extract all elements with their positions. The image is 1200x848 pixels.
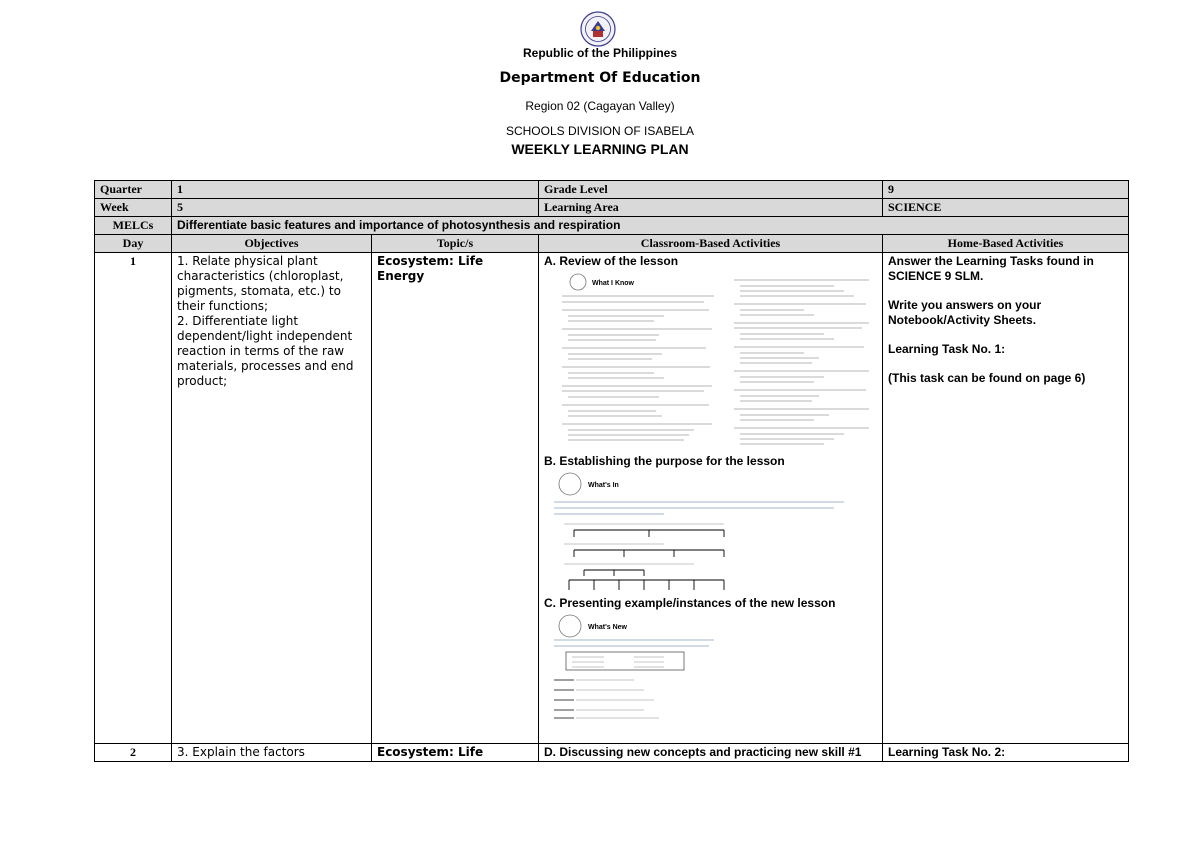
activity-c-title: C. Presenting example/instances of the new lesson xyxy=(544,596,836,610)
what-i-know-thumbnail xyxy=(544,272,877,450)
col-day: Day xyxy=(95,235,172,253)
deped-seal-logo xyxy=(580,11,616,47)
activity-a-title: A. Review of the lesson xyxy=(544,254,679,268)
home-instruction-2: Write you answers on your Notebook/Activity Sheets. xyxy=(888,298,1042,327)
learning-task-2: Learning Task No. 2: xyxy=(883,744,1129,762)
melcs-value: Differentiate basic features and importance of photosynthesis and respiration xyxy=(172,217,1129,235)
activity-d-title: D. Discussing new concepts and practicing new skill #1 xyxy=(539,744,883,762)
day-row xyxy=(95,253,1129,744)
week-label: Week xyxy=(95,199,172,217)
weekly-plan-table xyxy=(94,180,1129,762)
quarter-value: 1 xyxy=(172,181,539,199)
topic-text: Ecosystem: Life xyxy=(372,744,539,762)
quarter-label: Quarter xyxy=(95,181,172,199)
grade-value: 9 xyxy=(883,181,1129,199)
activity-b-title: B. Establishing the purpose for the lesson xyxy=(544,454,785,468)
learning-task-1: Learning Task No. 1: xyxy=(888,342,1006,356)
whats-in-thumbnail xyxy=(544,472,877,592)
republic-heading: Republic of the Philippines xyxy=(522,46,677,60)
classroom-activities xyxy=(539,253,883,744)
day-number: 1 xyxy=(95,253,172,744)
objectives-text: 1. Relate physical plant characteristics (chloroplast, pigments, stomata, etc.) to their functions; 2. Differentiate light dependent/light independent reaction in terms of the raw materials, processes and end product; xyxy=(172,253,372,744)
grade-label: Grade Level xyxy=(539,181,883,199)
thumb-b-title: What's In xyxy=(588,482,619,489)
quarter-row xyxy=(95,181,1129,199)
col-home: Home-Based Activities xyxy=(883,235,1129,253)
col-topics: Topic/s xyxy=(372,235,539,253)
week-value: 5 xyxy=(172,199,539,217)
area-value: SCIENCE xyxy=(883,199,1129,217)
thumb-a-title: What I Know xyxy=(592,280,634,287)
home-activities xyxy=(883,253,1129,744)
thumb-c-title: What's New xyxy=(588,624,628,631)
melcs-row xyxy=(95,217,1129,235)
whats-new-thumbnail xyxy=(544,614,877,726)
region-heading: Region 02 (Cagayan Valley) xyxy=(525,99,675,113)
day-row xyxy=(95,744,1129,762)
area-label: Learning Area xyxy=(539,199,883,217)
plan-title: WEEKLY LEARNING PLAN xyxy=(511,141,689,157)
home-instruction-1: Answer the Learning Tasks found in SCIENCE 9 SLM. xyxy=(888,254,1094,283)
objectives-text: 3. Explain the factors xyxy=(172,744,372,762)
day-number: 2 xyxy=(95,744,172,762)
division-heading: SCHOOLS DIVISION OF ISABELA xyxy=(505,124,695,136)
topic-text: Ecosystem: Life Energy xyxy=(372,253,539,744)
col-objectives: Objectives xyxy=(172,235,372,253)
week-row xyxy=(95,199,1129,217)
melcs-label: MELCs xyxy=(95,217,172,235)
department-heading: Department Of Education xyxy=(499,70,701,86)
col-classroom: Classroom-Based Activities xyxy=(539,235,883,253)
column-header-row xyxy=(95,235,1129,253)
learning-task-1-page: (This task can be found on page 6) xyxy=(888,371,1086,385)
